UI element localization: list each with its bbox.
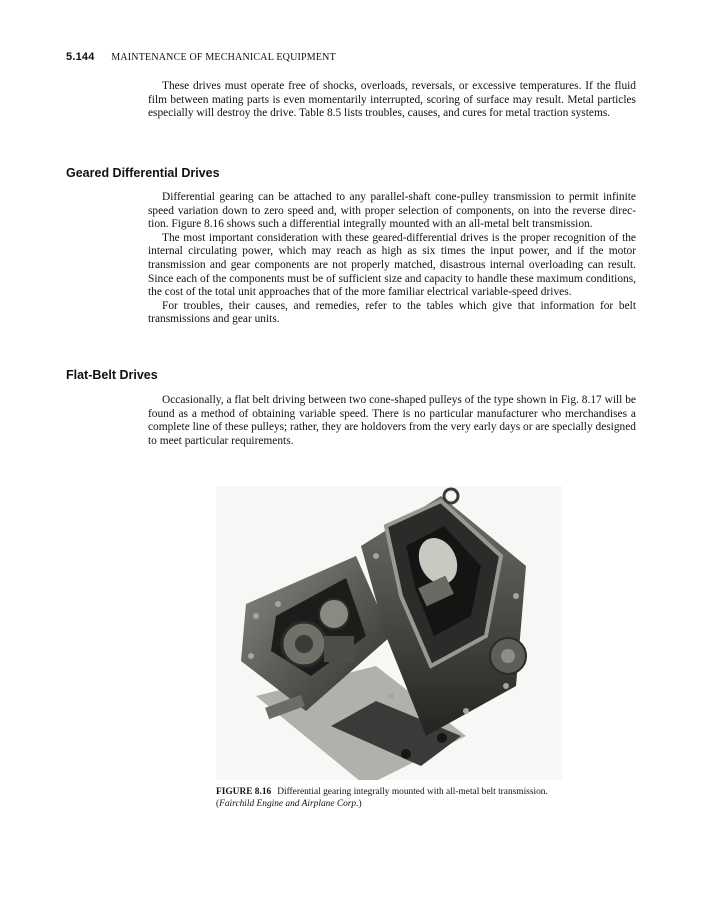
figure-credit: Fairchild Engine and Airplane Corp.	[219, 798, 359, 809]
figure-caption-text: Differential gearing integrally mounted with all-metal belt transmission. (	[216, 787, 548, 809]
figure-photo-differential-drive	[216, 486, 562, 780]
running-head	[66, 51, 646, 63]
intro-paragraph: These drives must operate free of shocks, overloads, reversals, or excessive temperatures. If the fluid film between mating parts is even momentarily interrupted, scoring of surface may result. Metal particles especially will destroy the drive. Table 8.5 lists troubles, causes, and cures for metal traction systems.	[148, 80, 636, 120]
geared-paragraph-3: For troubles, their causes, and remedies, refer to the tables which give that information for belt transmissions and gear units.	[148, 299, 636, 326]
intro-text	[148, 80, 636, 121]
running-head-title: MAINTENANCE OF MECHANICAL EQUIPMENT	[111, 52, 336, 63]
geared-text	[148, 191, 636, 327]
figure-caption-end: )	[358, 798, 362, 809]
drive-illustration	[216, 486, 562, 780]
geared-paragraph-1: Differential gearing can be attached to any parallel-shaft cone-pulley transmission to permit infinite speed variation down to zero speed and, with proper selection of components, on into the reverse direction. Figure 8.16 shows such a differential integrally mounted with an all-metal belt transmission.	[148, 191, 636, 231]
figure-label: FIGURE 8.16	[216, 787, 272, 797]
heading-flat-belt: Flat-Belt Drives	[66, 368, 158, 382]
flat-belt-text	[148, 394, 636, 448]
figure-caption	[216, 787, 568, 811]
page-number: 5.144	[66, 51, 95, 63]
heading-geared-differential: Geared Differential Drives	[66, 166, 220, 180]
flat-belt-paragraph: Occasionally, a flat belt driving between two cone-shaped pulleys of the type shown in Fig. 8.17 will be found as a method of obtaining variable speed. There is no particular manufacturer who merchandises a complete line of these pulleys; rather, they are holdovers from the very early days or are specially designed to meet particular requirements.	[148, 394, 636, 447]
geared-paragraph-2: The most important consideration with these geared-differential drives is the proper recognition of the internal circulating power, which may reach as high as six times the input power, and if the motor transmission and gear components are not properly matched, disastrous internal overloading can result. Since each of the components must be of sufficient size and capacity to handle these maximum conditions, the cost of the total unit approaches that of the more familiar electrical variable-speed drives.	[148, 231, 636, 299]
